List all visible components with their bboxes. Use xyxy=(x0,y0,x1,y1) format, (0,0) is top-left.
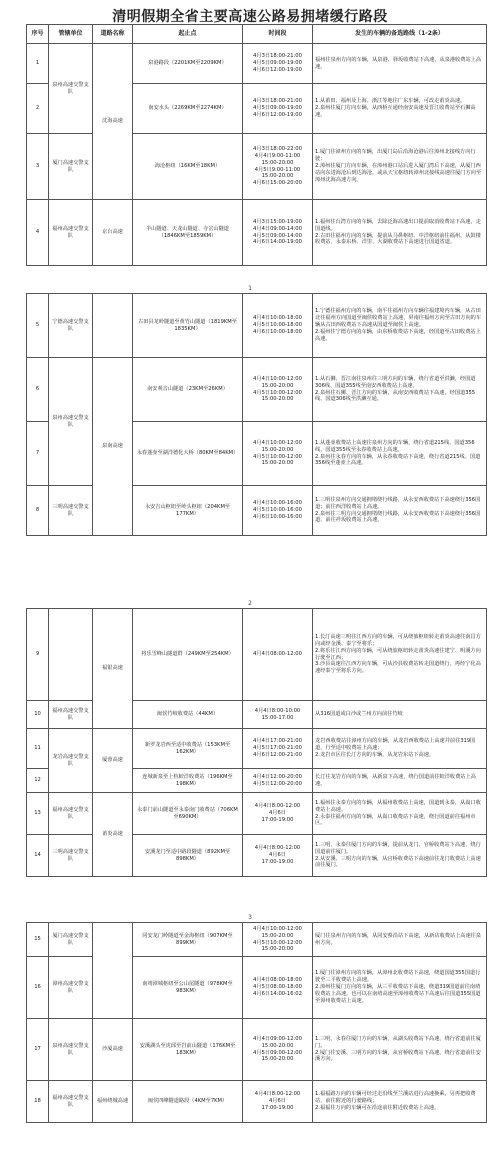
row-segment: 永安吉山枢纽至岭头枢纽（204KM至177KM） xyxy=(133,486,243,536)
row-no: 7 xyxy=(27,422,49,486)
row-unit: 龙岩高速交警支队 xyxy=(49,729,93,793)
row-segment: 同安龙门岭隧道至金海枢纽（907KM至899KM） xyxy=(133,923,243,957)
row-segment: 南靖漳城枢纽至公山尾隧道（978KM至983KM） xyxy=(133,957,243,1019)
row-segment: 连城新泉至上杭蛟洋收费站（196KM至198KM） xyxy=(133,769,243,793)
row-time: 4月4日8:00-10:00 15:00-17:00 xyxy=(243,701,313,729)
congestion-table-part-2 xyxy=(26,293,487,536)
row-time: 4月4日8:00-12:00 4月6日 17:00-19:00 xyxy=(243,793,313,835)
header-no: 序号 xyxy=(27,25,49,44)
row-road xyxy=(93,294,133,358)
row-no: 13 xyxy=(27,793,49,835)
row-detour: 1.福福路万向的车辆可经过走沿线至兰溪站进行高速换乘，另再把收费站，前往附近的行驶路线； 2.福福往万向的车辆可在沿途前往附近收费站上高速。 xyxy=(313,1081,487,1123)
row-detour: 1.宁德往福州方向的车辆，南平往福州方向车辆往福建境内车辆，从古田北往福州方向国道至闽侯收费站上高速，屏南往福州方向至古田方向的车辆从古田西收费站下高速从国道至闽侯上高速。 2.福州往宁德方向的车辆，由东桥收费站下高速，经国道至古田收费站上高速。 xyxy=(313,294,487,358)
row-detour: 1.从莆田、福州及上海、浙江等地往广东车辆，可改走莆炎高速。 2.泉州往厦门方向车辆，从西桥互通经南安高速及晋江收费站至石狮高速。 xyxy=(313,84,487,134)
page-number: 1 xyxy=(248,285,252,292)
row-no: 6 xyxy=(27,358,49,422)
row-time: 4月3日18:00-21:00 4月5日09:00-19:00 4月6日12:00-19:00 xyxy=(243,84,313,134)
row-time: 4月4日09:00-12:00 15:00-20:00 4月5日09:00-12:00 15:00-20:00 xyxy=(243,1019,313,1081)
row-no: 14 xyxy=(27,835,49,877)
table-header-row xyxy=(27,25,487,44)
table-row xyxy=(27,294,487,358)
row-unit: 泉州高速交警支队 xyxy=(49,44,93,134)
row-detour: 1.厦门往漳州方向的车辆，从漳州北收费站下高速，绕道国道355国道行驶至三平收费站上高速。 2.漳州往厦门方向的车辆，从三平收费站下高速，绕道319国道前往南靖收费站上高速，也可以在南靖高速至漳州收费站下高速后往国道355国道至漳州收费站上高速。 xyxy=(313,957,487,1019)
document-title: 清明假期全省主要高速公路易拥堵缓行路段 xyxy=(112,9,388,25)
row-time: 4月4日12:00-20:00 4月5日12:00-20:00 xyxy=(243,769,313,793)
row-unit: 三明高速交警支队 xyxy=(49,486,93,536)
table-section-1 xyxy=(26,24,486,266)
row-segment: 南安观音山隧道（23KM至26KM） xyxy=(133,358,243,422)
row-detour: 1.三明往泉州方向交通拥堵绕行线路，从永安西收费站下高速绕行356国道；前往西洋收费站上高速。 2.泉州往三明方向交通拥堵绕行线路，从永安西收费站下高速绕行356国道，前往祥坂收费站上高速。 xyxy=(313,486,487,536)
row-road: 沙厦高速 xyxy=(93,1019,133,1081)
row-detour: 从316国道或白沙或兰州方向前往竹岐 xyxy=(313,701,487,729)
row-time: 4月4日10:00-18:00 4月5日10:00-18:00 4月6日10:00-18:00 xyxy=(243,294,313,358)
row-road: 沈海高速 xyxy=(93,44,133,200)
row-road: 泉南高速 xyxy=(93,358,133,536)
table-section-4 xyxy=(26,922,486,1123)
row-no: 8 xyxy=(27,486,49,536)
row-no: 4 xyxy=(27,200,49,266)
row-detour: 1.福州往台湾方向的车辆，去除泛海高速出口提前取消收费站下高速，走国道线。 2.古田往福州方向的车辆，提前从马鼻枢纽、中洋枢纽前往福州、从鼓楼收费站、永泰东桥、洋里、大湖收费站下高速进行国道省道。 xyxy=(313,200,487,266)
row-time: 4月4日10:00-12:00 15:00-20:00 4月5日10:00-12:00 15:00-20:00 xyxy=(243,358,313,422)
row-time: 4月3日18:00-21:00 4月5日09:00-19:00 4月6日12:00-19:00 xyxy=(243,44,313,84)
page-number: 2 xyxy=(248,600,252,607)
row-detour: 福州往泉州方向的车辆，从泉港、驿坂收费站下高速，从泉港收费站上高速。 xyxy=(313,44,487,84)
row-unit: 福州高速交警支队 xyxy=(49,200,93,266)
row-detour: 1.厦门往漳州方向的车辆，出厦门岛后沿海沧港后往漳州北接线方向行驶； 2.漳州往厦门方向车辆，在漳州港口站后进入厦门湾后下高速，从厦门西站向东进海沧后到达海沧，或从天宝枢纽转漳州北接线高速往厦门方向至漳州沈海高速方向。 xyxy=(313,134,487,200)
header-segment: 起止点 xyxy=(133,25,243,44)
table-row xyxy=(27,1019,487,1081)
row-detour: 1.三明、永泰往厦门方向的车辆，提前从龙门、官桥收费站下高速，绕行国道前往厦门。 2.从安溪、三明方向的车辆，从官桥收费站下高速前往龙门收费站上高速前往厦门。 xyxy=(313,835,487,877)
row-no: 1 xyxy=(27,44,49,84)
row-detour: 厦门往泉州方向的车辆，从同安蔡沿站下高速，从新店收费站上高速往泉州方向。 xyxy=(313,923,487,957)
row-road: 福州绕城高速 xyxy=(93,1081,133,1123)
table-row xyxy=(27,793,487,835)
row-no: 18 xyxy=(27,1081,49,1123)
row-segment: 新罗龙岩西至适中收费站（153KM至162KM） xyxy=(133,729,243,769)
row-no: 16 xyxy=(27,957,49,1019)
row-road: 京台高速 xyxy=(93,200,133,266)
row-unit: 福州高速交警支队 xyxy=(49,1081,93,1123)
congestion-table-part-3 xyxy=(26,608,487,877)
row-unit: 漳州高速交警支队 xyxy=(49,957,93,1019)
table-row xyxy=(27,609,487,701)
row-time: 4月4日8:00-12:00 4月6日 17:00-19:00 xyxy=(243,835,313,877)
row-time: 4月4日10:00-12:00 15:00-20:00 4月5日10:00-12:00 15:00-20:00 xyxy=(243,923,313,957)
table-row xyxy=(27,923,487,957)
table-row xyxy=(27,358,487,422)
row-segment: 安溪湖头至虎邱至岩前山隧道（176KM至183KM） xyxy=(133,1019,243,1081)
table-row xyxy=(27,1081,487,1123)
row-time: 4月3日18:00-22:00 4月4日9:00-11:00 15:00-20:00 4月5日9:00-11:00 15:00-20:00 4月6日15:00-20:00 xyxy=(243,134,313,200)
row-segment: 安溪龙门至适中路段隧道（892KM至898KM） xyxy=(133,835,243,877)
row-segment: 古田县龙岭隧道至黄竹山隧道（1819KM至1835KM） xyxy=(133,294,243,358)
row-segment: 海沧枢纽（16KM至18KM） xyxy=(133,134,243,200)
row-segment: 将乐雪峰山隧道群（249KM至254KM） xyxy=(133,609,243,701)
row-detour: 龙岩西收费站往漳州方向的车辆，从龙岩西收费站上高速并前往319国道，行至适中收费站上高速； 2.龙岩市区往长汀方向的车辆，从龙岩东站下高速。 xyxy=(313,729,487,769)
table-row xyxy=(27,44,487,84)
row-no: 10 xyxy=(27,701,49,729)
row-segment: 泉港路段（2201KM至2209KM） xyxy=(133,44,243,84)
row-segment: 闽侯四峰隧道路段（4KM至7KM） xyxy=(133,1081,243,1123)
row-road: 厦蓉高速 xyxy=(93,729,133,793)
header-time: 时间段 xyxy=(243,25,313,44)
row-time: 4月4日10:00-16:00 4月5日10:00-16:00 4月6日10:00-16:00 xyxy=(243,486,313,536)
row-no: 15 xyxy=(27,923,49,957)
row-unit: 三明高速交警支队 xyxy=(49,835,93,877)
row-unit: 厦门高速交警支队 xyxy=(49,134,93,200)
row-no: 3 xyxy=(27,134,49,200)
row-segment: 永泰门前山隧道至永泰南门收费站（706KM至690KM） xyxy=(133,793,243,835)
row-segment: 闽侯竹岐收费站（44KM） xyxy=(133,701,243,729)
row-detour: 1.福州往永泰方向的车辆，从福州收费站上高速，国道到永泰，从嵩口收费站上高速。 2.永泰往福州方向的车辆，从嵩口收费站下高速，绕行国道前往福州市区。 xyxy=(313,793,487,835)
table-row xyxy=(27,200,487,266)
row-time: 4月4日08:00-18:00 4月5日08:00-18:00 4月6日14:00-16:02 xyxy=(243,957,313,1019)
row-no: 11 xyxy=(27,729,49,769)
row-no: 9 xyxy=(27,609,49,701)
row-detour: 1.从石狮、晋江南往泉州往三明方向的车辆，绕行省道至洪濑，经国道306线、国道355线至南安西收费站上高速。 2.泉州往石狮、晋江方向的车辆，从南安西收费站下高速，经国道355线、国道306线至洪濑互通。 xyxy=(313,358,487,422)
congestion-table-part-4 xyxy=(26,922,487,1123)
row-no: 12 xyxy=(27,769,49,793)
row-unit xyxy=(49,609,93,701)
row-no: 5 xyxy=(27,294,49,358)
row-road: 莆炎高速 xyxy=(93,793,133,877)
header-unit: 管辖单位 xyxy=(49,25,93,44)
row-segment: 永春蓬壶至湖洋德化大桥（80KM至84KM） xyxy=(133,422,243,486)
row-time: 4月4日8:00-12:00 4月6日 17:00-19:00 xyxy=(243,1081,313,1123)
row-detour: 长汀往龙岩方向的车辆，从新泉下高速，绕行国道前往蛟洋收费站上高速。 xyxy=(313,769,487,793)
table-row xyxy=(27,729,487,769)
row-time: 4月3日15:00-19:00 4月4日09:00-14:00 4月5日09:00-14:00 4月6日14:00-19:00 xyxy=(243,200,313,266)
row-segment: 南安水头（2269KM至2274KM） xyxy=(133,84,243,134)
row-time: 4月4日10:00-12:00 15:00-20:00 4月5日10:00-12:00 15:00-20:00 xyxy=(243,422,313,486)
header-road: 道路名称 xyxy=(93,25,133,44)
page-number: 3 xyxy=(248,914,252,921)
row-unit: 福州高速交警支队 xyxy=(49,701,93,729)
table-section-3 xyxy=(26,608,486,877)
row-road xyxy=(93,923,133,1019)
congestion-table-part-1 xyxy=(26,24,487,266)
row-detour: 1.三明、永春往厦门方向的车辆，从湖头收费站下高速，绕行省道前往厦门。 2.厦门往安溪、三明方向的车辆，从官桥收费站下高速，绕行省道前往安溪方向。 xyxy=(313,1019,487,1081)
row-time: 4月4日08:00-12:00 xyxy=(243,609,313,701)
row-no: 2 xyxy=(27,84,49,134)
row-unit: 厦门高速交警支队 xyxy=(49,923,93,957)
row-unit: 宁德高速交警支队 xyxy=(49,294,93,358)
row-unit: 泉州高速交警支队 xyxy=(49,358,93,486)
row-time: 4月4日17:00-21:00 4月5日17:00-21:00 4月6日12:00-21:00 xyxy=(243,729,313,769)
row-unit: 泉州高速交警支队 xyxy=(49,1019,93,1081)
row-no: 17 xyxy=(27,1019,49,1081)
header-detour: 发生的车辆的备选路线（1-2条） xyxy=(313,25,487,44)
table-section-2 xyxy=(26,293,486,536)
row-segment: 半山隧道、天龙山隧道、寺岔山隧道（1846KM至1859KM） xyxy=(133,200,243,266)
row-unit: 福州高速交警支队 xyxy=(49,793,93,835)
row-detour: 1.从蓬壶收费站上高速往泉州方向的车辆，绕行省道215线、国道356线、国道355线至永春收费站上高速。 2.泉州往永春方向的车辆，从永春收费站下高速，绕行省道215线、国道356线至蓬壶上高速。 xyxy=(313,422,487,486)
row-detour: 1.长汀高速三明往江西方向的车辆，可从绕旅枢纽转走莆炎高速往南昌方向或经金溪、泰宁至将乐； 2.将乐往江西方向的车辆，可从绕旅枢纽转走莆炎高速往建宁、明溪方向行驶至江西； 3.沙县高速往江西方向车辆，可从沙县收费站转走国道绕行，再经宁化高速经泰宁至将乐方向。 xyxy=(313,609,487,701)
row-road: 福银高速 xyxy=(93,609,133,729)
